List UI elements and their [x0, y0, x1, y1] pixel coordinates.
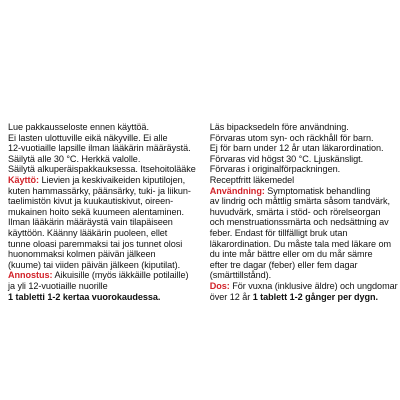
swedish-column: [208, 122, 398, 302]
sv-usage-line: och menstruationssmärta och nedsättning av: [209, 217, 389, 228]
sv-usage-line: läkarordination. Du måste tala med läkare om: [209, 238, 392, 249]
fi-usage-line: käyttöön. Käänny lääkärin puoleen, ellet: [8, 227, 168, 238]
fi-usage-line: huonommaksi kolmen päivän jälkeen: [8, 249, 156, 260]
sv-dosage-text: För vuxna (inklusive äldre) och ungdomar: [229, 280, 398, 291]
sv-intro-line: Förvaras vid högst 30 °C. Ljuskänsligt.: [209, 153, 364, 164]
fi-usage-text: Lievien ja keskivaikeiden kiputilojen,: [38, 174, 186, 185]
sv-usage-line: (smärttillstånd).: [209, 270, 272, 281]
sv-usage-line: du inte mår bättre eller om du mår sämre: [209, 249, 373, 260]
fi-intro-line: Säilytä alle 30 °C. Herkkä valolle.: [8, 153, 141, 164]
sv-intro-line: Förvaras utom syn- och räckhåll för barn.: [209, 132, 374, 143]
fi-usage-line: tunne oloasi paremmaksi tai jos tunnet olosi: [8, 238, 183, 249]
sv-intro-line: Läs bipacksedeln före användning.: [209, 122, 349, 132]
fi-dosage-instruction: 1 tabletti 1-2 kertaa vuorokaudessa.: [8, 291, 161, 302]
fi-intro-line: 12-vuotiaille lapsille ilman lääkärin määräystä.: [8, 143, 191, 154]
fi-intro-line: Säilytä alkuperäispakkauksessa. Itsehoitolääke: [8, 164, 196, 175]
sv-usage-text: Symptomatisk behandling: [264, 185, 371, 196]
fi-usage-heading: Käyttö:: [8, 174, 39, 185]
fi-dosage-line: ja yli 12-vuotiaille nuorille: [8, 280, 108, 291]
sv-dosage-last-line: [210, 292, 398, 303]
finnish-column: [8, 122, 196, 302]
sv-usage-line: efter tre dagar (feber) eller fem dagar: [209, 259, 358, 270]
sv-dosage-text: över 12 år: [209, 291, 253, 302]
sv-dosage-first-line: [210, 281, 398, 292]
sv-usage-line: huvudvärk, smärta i stöd- och rörelseorgan: [209, 206, 381, 217]
fi-usage-line: Ilman lääkärin määräystä vain tilapäiseen: [8, 217, 173, 228]
label-text-columns: [8, 122, 398, 302]
fi-usage-line: mukainen hoito sekä kuumeen alentaminen.: [8, 206, 184, 217]
sv-usage-heading: Användning:: [209, 185, 265, 196]
fi-dosage-heading: Annostus:: [8, 270, 53, 281]
fi-dosage-text: Aikuisille (myös iäkkäille potilaille): [52, 270, 189, 281]
sv-dosage-instruction: 1 tablett 1-2 gånger per dygn.: [252, 291, 379, 302]
sv-intro-line: Förvaras i originalförpackningen.: [209, 164, 341, 175]
sv-usage-line: av lindrig och måttlig smärta såsom tandvärk,: [209, 196, 390, 207]
sv-usage-first-line: [210, 186, 398, 197]
fi-usage-line: taelimistön kivut ja kuukautiskivut, oireen-: [8, 196, 174, 207]
fi-intro-line: Ei lasten ulottuville eikä näkyville. Ei alle: [8, 132, 168, 143]
fi-usage-first-line: [8, 175, 196, 186]
sv-dosage-heading: Dos:: [209, 280, 230, 291]
fi-usage-line: kuten hammassärky, päänsärky, tuki- ja liikun-: [8, 185, 191, 196]
fi-dosage-first-line: [8, 270, 196, 281]
sv-usage-line: feber. Endast för tillfälligt bruk utan: [209, 227, 348, 238]
sv-intro-line: Receptfritt läkemedel: [209, 174, 295, 185]
sv-intro-line: Ej för barn under 12 år utan läkarordination.: [209, 143, 384, 154]
fi-intro-line: Lue pakkausseloste ennen käyttöä.: [8, 122, 149, 132]
fi-usage-line: (kuume) tai viiden päivän jälkeen (kiputilat).: [8, 259, 181, 270]
